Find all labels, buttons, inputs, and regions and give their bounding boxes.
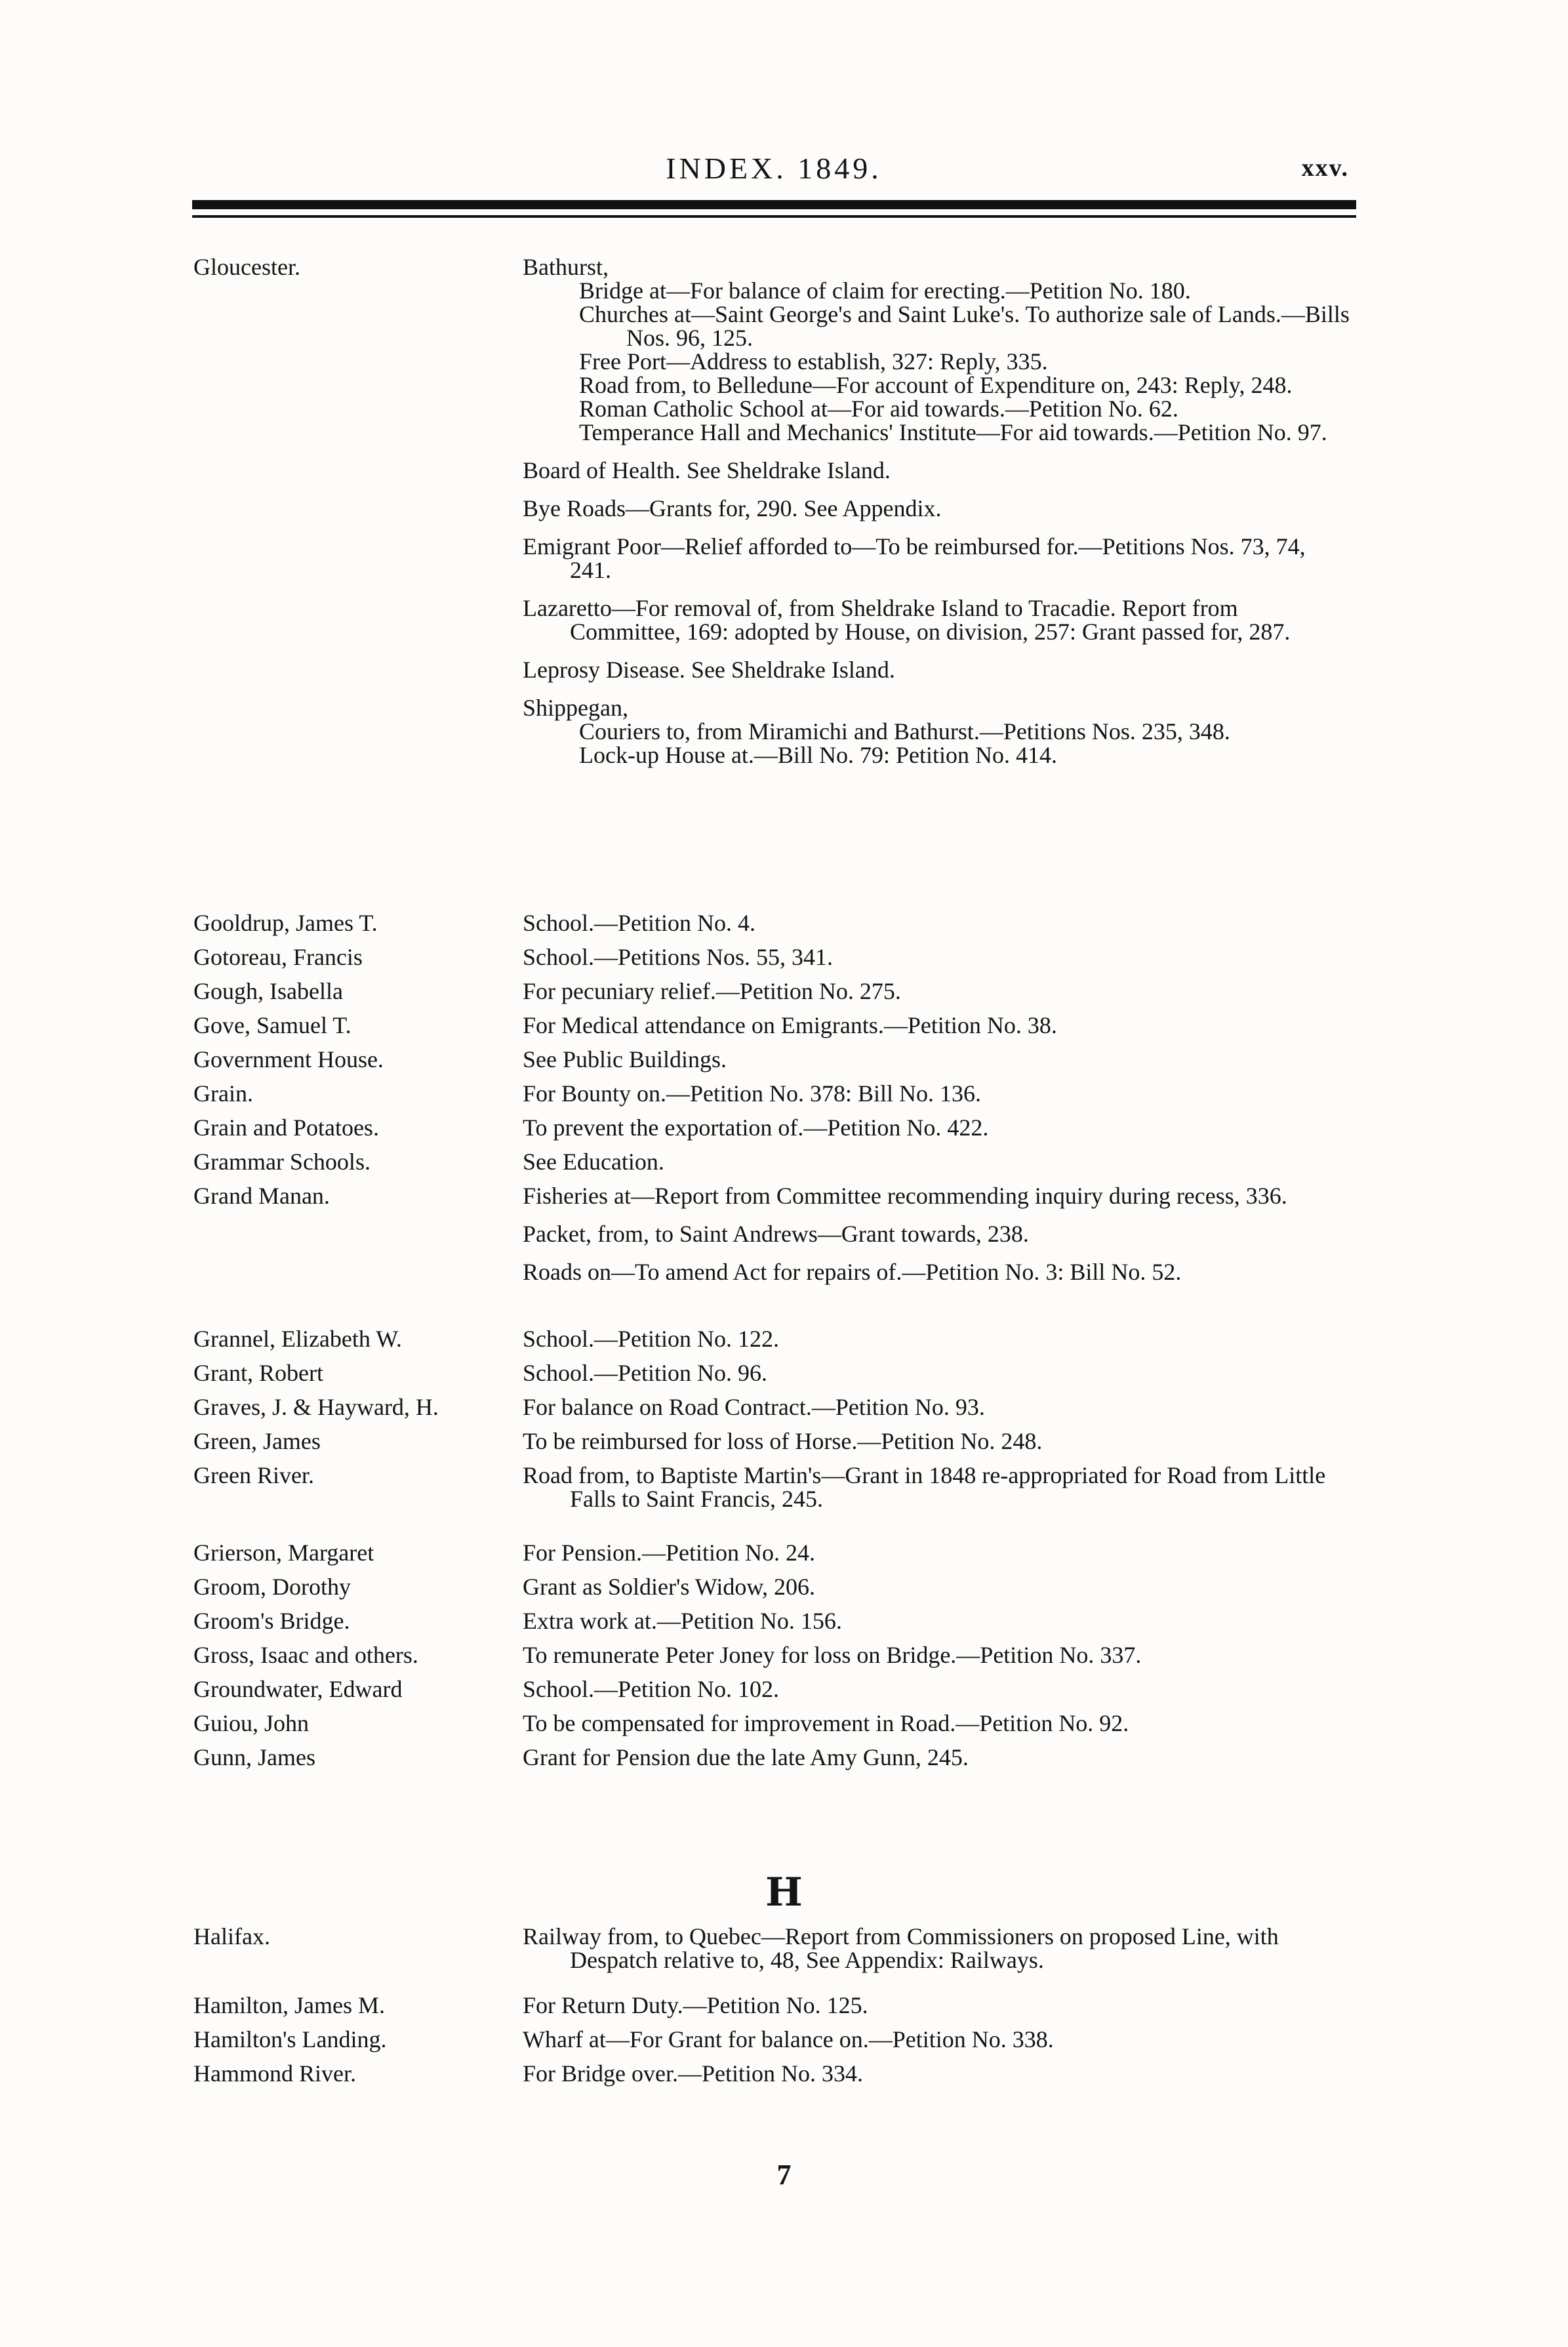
reference-text: School.—Petition No. 96. (523, 1360, 768, 1386)
entry-heading: Groundwater, Edward (193, 1676, 403, 1702)
reference-text: Leprosy Disease. See Sheldrake Island. (523, 657, 895, 683)
folio: xxv. (1301, 154, 1349, 182)
reference-text: For Return Duty.—Petition No. 125. (523, 1992, 868, 2018)
reference-text: To prevent the exportation of.—Petition No. 422. (523, 1114, 989, 1141)
entry-references (523, 1184, 1352, 1298)
page-title: INDEX. 1849. (666, 152, 882, 185)
entry-heading: Grant, Robert (193, 1360, 323, 1386)
entry-heading: Gotoreau, Francis (193, 944, 363, 970)
reference-text: School.—Petition No. 102. (523, 1676, 780, 1702)
reference-line (523, 2062, 1352, 2085)
entry-references (523, 1463, 1352, 1525)
sub-reference-line (523, 373, 1352, 397)
reference-text: Grant as Soldier's Widow, 206. (523, 1574, 815, 1600)
entry-heading: Graves, J. & Hayward, H. (193, 1394, 439, 1420)
reference-text: Packet, from, to Saint Andrews—Grant towards, 238. (523, 1221, 1029, 1247)
sub-reference-line (523, 279, 1352, 302)
reference-line (523, 979, 1352, 1003)
reference-text: Lazaretto—For removal of, from Sheldrake Island to Tracadie. Report from Committee, 169: adopted by House, on division, 257: Grant passed for, 287. (523, 595, 1291, 645)
reference-line (523, 1184, 1352, 1208)
entry-heading: Gloucester. (193, 254, 300, 280)
header-rule-thick (192, 200, 1356, 209)
reference-text: For Bounty on.—Petition No. 378: Bill No. 136. (523, 1080, 982, 1107)
reference-line (523, 1361, 1352, 1385)
reference-line (523, 1222, 1352, 1246)
letter-heading: H (765, 1869, 803, 1915)
reference-line (523, 1395, 1352, 1419)
reference-text: Bye Roads—Grants for, 290. See Appendix. (523, 495, 942, 521)
entry-heading: Gooldrup, James T. (193, 910, 378, 936)
reference-text: Road from, to Baptiste Martin's—Grant in 1848 re-appropriated for Road from Little Falls to Saint Francis, 245. (523, 1462, 1326, 1512)
reference-line (523, 1013, 1352, 1037)
reference-text: Railway from, to Quebec—Report from Commissioners on proposed Line, with Despatch relative to, 48, See Appendix: Railways. (523, 1923, 1279, 1973)
reference-text: Roads on—To amend Act for repairs of.—Petition No. 3: Bill No. 52. (523, 1259, 1182, 1285)
sub-reference-text: Free Port—Address to establish, 327: Reply, 335. (579, 348, 1048, 375)
reference-line (523, 1260, 1352, 1284)
entry-heading: Gove, Samuel T. (193, 1012, 352, 1038)
reference-line (523, 1575, 1352, 1599)
reference-line (523, 255, 1352, 444)
reference-text: Bathurst, (523, 254, 609, 280)
reference-line (523, 535, 1352, 582)
reference-line (523, 1745, 1352, 1769)
reference-text: For Medical attendance on Emigrants.—Petition No. 38. (523, 1012, 1057, 1038)
sub-reference-text: Lock-up House at.—Bill No. 79: Petition No. 414. (579, 742, 1057, 768)
entry-references (523, 255, 1352, 781)
entry-references (523, 1925, 1352, 1986)
reference-line (523, 1150, 1352, 1174)
entry-heading: Grammar Schools. (193, 1149, 371, 1175)
reference-line (523, 1609, 1352, 1633)
entry-heading: Grannel, Elizabeth W. (193, 1326, 402, 1352)
entry-heading: Grierson, Margaret (193, 1540, 374, 1566)
entry-heading: Grand Manan. (193, 1183, 330, 1209)
reference-line (523, 696, 1352, 767)
reference-line (523, 1327, 1352, 1351)
sub-reference-text: Road from, to Belledune—For account of Expenditure on, 243: Reply, 248. (579, 372, 1293, 398)
sub-reference-line (523, 720, 1352, 743)
reference-text: For Pension.—Petition No. 24. (523, 1540, 816, 1566)
entry-references (523, 1745, 1352, 1784)
reference-text: To remunerate Peter Joney for loss on Bridge.—Petition No. 337. (523, 1642, 1142, 1668)
reference-line (523, 658, 1352, 682)
reference-text: For Bridge over.—Petition No. 334. (523, 2060, 863, 2087)
entry-heading: Green River. (193, 1462, 314, 1488)
entry-heading: Gough, Isabella (193, 978, 343, 1004)
reference-text: School.—Petitions Nos. 55, 341. (523, 944, 834, 970)
entry-heading: Green, James (193, 1428, 321, 1454)
sub-reference-text: Bridge at—For balance of claim for erecting.—Petition No. 180. (579, 277, 1191, 304)
header-rule-thin (192, 215, 1356, 218)
entry-heading: Groom, Dorothy (193, 1574, 351, 1600)
reference-line (523, 1711, 1352, 1735)
reference-line (523, 1643, 1352, 1667)
entry-heading: Hammond River. (193, 2060, 356, 2087)
entry-heading: Hamilton, James M. (193, 1992, 385, 2018)
sub-reference-text: Churches at—Saint George's and Saint Luke's. To authorize sale of Lands.—Bills Nos. 96, 125. (579, 301, 1350, 351)
reference-text: See Education. (523, 1149, 664, 1175)
entry-heading: Halifax. (193, 1923, 270, 1949)
entry-heading: Hamilton's Landing. (193, 2026, 387, 2052)
reference-text: School.—Petition No. 122. (523, 1326, 780, 1352)
entry-heading: Groom's Bridge. (193, 1608, 350, 1634)
entry-heading: Gunn, James (193, 1744, 315, 1770)
reference-line (523, 1116, 1352, 1139)
reference-line (523, 945, 1352, 969)
reference-line (523, 1993, 1352, 2017)
sub-reference-line (523, 743, 1352, 767)
running-head (193, 151, 1354, 190)
reference-line (523, 1463, 1352, 1511)
reference-text: Emigrant Poor—Relief afforded to—To be reimbursed for.—Petitions Nos. 73, 74, 241. (523, 533, 1306, 583)
reference-line (523, 459, 1352, 482)
sub-reference-text: Couriers to, from Miramichi and Bathurst.—Petitions Nos. 235, 348. (579, 718, 1230, 745)
reference-line (523, 497, 1352, 520)
reference-line (523, 1677, 1352, 1701)
reference-text: Grant for Pension due the late Amy Gunn, 245. (523, 1744, 969, 1770)
sub-reference-line (523, 420, 1352, 444)
entry-heading: Grain and Potatoes. (193, 1114, 379, 1141)
reference-text: Shippegan, (523, 695, 628, 721)
reference-text: Extra work at.—Petition No. 156. (523, 1608, 842, 1634)
entry-heading: Government House. (193, 1046, 384, 1072)
reference-line (523, 1429, 1352, 1453)
reference-line (523, 1925, 1352, 1972)
reference-text: School.—Petition No. 4. (523, 910, 756, 936)
entry-references (523, 2062, 1352, 2100)
reference-line (523, 911, 1352, 935)
reference-text: See Public Buildings. (523, 1046, 727, 1072)
sub-reference-text: Temperance Hall and Mechanics' Institute—For aid towards.—Petition No. 97. (579, 419, 1327, 445)
reference-text: To be compensated for improvement in Road.—Petition No. 92. (523, 1710, 1129, 1736)
reference-line (523, 596, 1352, 643)
sub-reference-line (523, 302, 1352, 350)
sub-reference-line (523, 350, 1352, 373)
reference-line (523, 1541, 1352, 1564)
page-number: 7 (776, 2159, 792, 2191)
reference-text: For pecuniary relief.—Petition No. 275. (523, 978, 901, 1004)
reference-line (523, 1082, 1352, 1105)
reference-text: To be reimbursed for loss of Horse.—Petition No. 248. (523, 1428, 1043, 1454)
reference-text: Fisheries at—Report from Committee recommending inquiry during recess, 336. (523, 1183, 1287, 1209)
reference-line (523, 2028, 1352, 2051)
sub-reference-line (523, 397, 1352, 420)
entry-heading: Grain. (193, 1080, 253, 1107)
entry-heading: Gross, Isaac and others. (193, 1642, 418, 1668)
reference-line (523, 1048, 1352, 1071)
reference-text: Board of Health. See Sheldrake Island. (523, 457, 891, 483)
reference-text: For balance on Road Contract.—Petition No. 93. (523, 1394, 985, 1420)
reference-text: Wharf at—For Grant for balance on.—Petition No. 338. (523, 2026, 1054, 2052)
entry-heading: Guiou, John (193, 1710, 310, 1736)
sub-reference-text: Roman Catholic School at—For aid towards.—Petition No. 62. (579, 396, 1178, 422)
